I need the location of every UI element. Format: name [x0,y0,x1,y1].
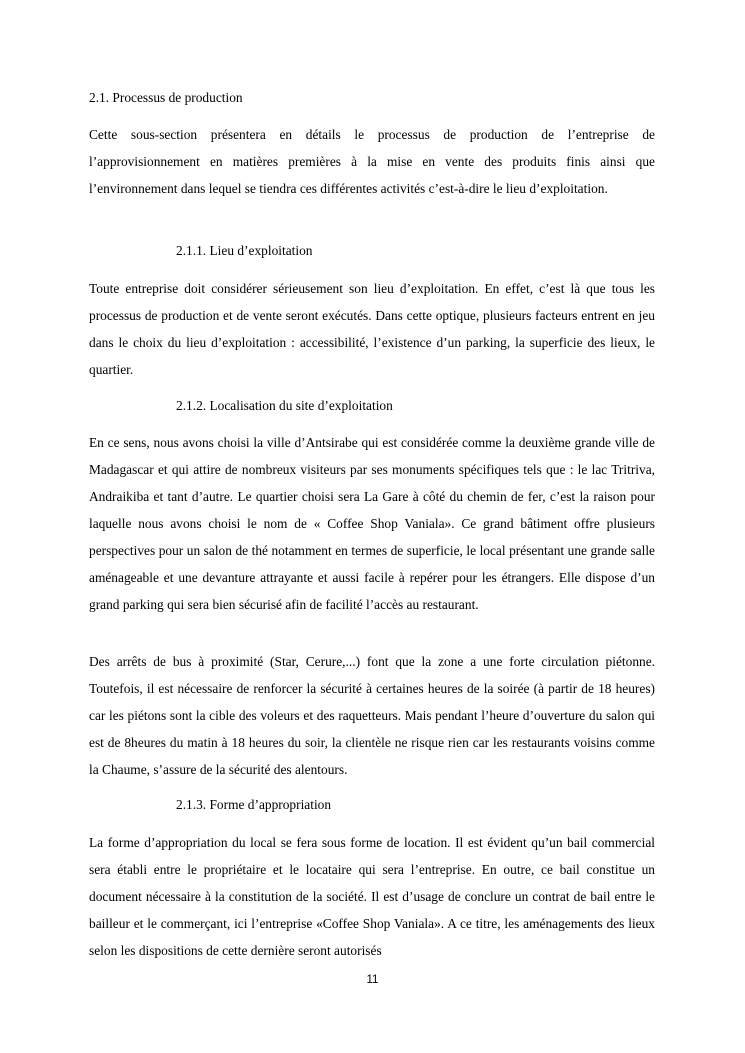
paragraph-localisation-1: En ce sens, nous avons choisi la ville d’Antsirabe qui est considérée comme la deuxième grande ville de Madagascar et qui attire de nombreux visiteurs par ses monuments spécifiques tels que : le lac Tritriva, Andraikiba et tant d’autre. Le quartier choisi sera La Gare à côté du chemin de fer, c’est la raison pour laquelle nous avons choisi le nom de « Coffee Shop Vaniala». Ce grand bâtiment offre plusieurs perspectives pour un salon de thé notamment en termes de superficie, le local présentant une grande salle aménageable et une devanture attrayante et aussi facile à repérer pour les étrangers. Elle dispose d’un grand parking qui sera bien sécurisé afin de facilité l’accès au restaurant. [89,435,655,612]
page-number: 11 [366,974,379,986]
paragraph-localisation-2: Des arrêts de bus à proximité (Star, Cerure,...) font que la zone a une forte circulation piétonne. Toutefois, il est nécessaire de renforcer la sécurité à certaines heures de la soirée (à partir de 18 heures) car les piétons sont la cible des voleurs et des raquetteurs. Mais pendant l’heure d’ouverture du salon qui est de 8heures du matin à 18 heures du soir, la clientèle ne risque rien car les restaurants voisins comme la Chaume, s’assure de la sécurité des alentours. [89,654,655,777]
subsection-heading-lieu: 2.1.1. Lieu d’exploitation [176,243,313,258]
paragraph-appropriation: La forme d’appropriation du local se fera sous forme de location. Il est évident qu’un bail commercial sera établi entre le propriétaire et le locataire qui sera l’entreprise. En outre, ce bail constitue un document nécessaire à la constitution de la société. Il est d’usage de conclure un contrat de bail entre le bailleur et le commerçant, ici l’entreprise «Coffee Shop Vaniala». A ce titre, les aménagements des lieux selon les dispositions de cette dernière seront autorisés [89,835,655,958]
subsection-heading-appropriation: 2.1.3. Forme d’appropriation [176,797,332,812]
paragraph-lieu: Toute entreprise doit considérer sérieusement son lieu d’exploitation. En effet, c’est là que tous les processus de production et de vente seront exécutés. Dans cette optique, plusieurs facteurs entrent en jeu dans le choix du lieu d’exploitation : accessibilité, l’existence d’un parking, la superficie des lieux, le quartier. [89,281,655,377]
intro-paragraph: Cette sous-section présentera en détails le processus de production de l’entreprise de l’approvisionnement en matières premières à la mise en vente des produits finis ainsi que l’environnement dans lequel se tiendra ces différentes activités c’est-à-dire le lieu d’exploitation. [89,127,655,196]
subsection-heading-localisation: 2.1.2. Localisation du site d’exploitation [176,398,393,413]
section-heading: 2.1. Processus de production [89,90,243,105]
